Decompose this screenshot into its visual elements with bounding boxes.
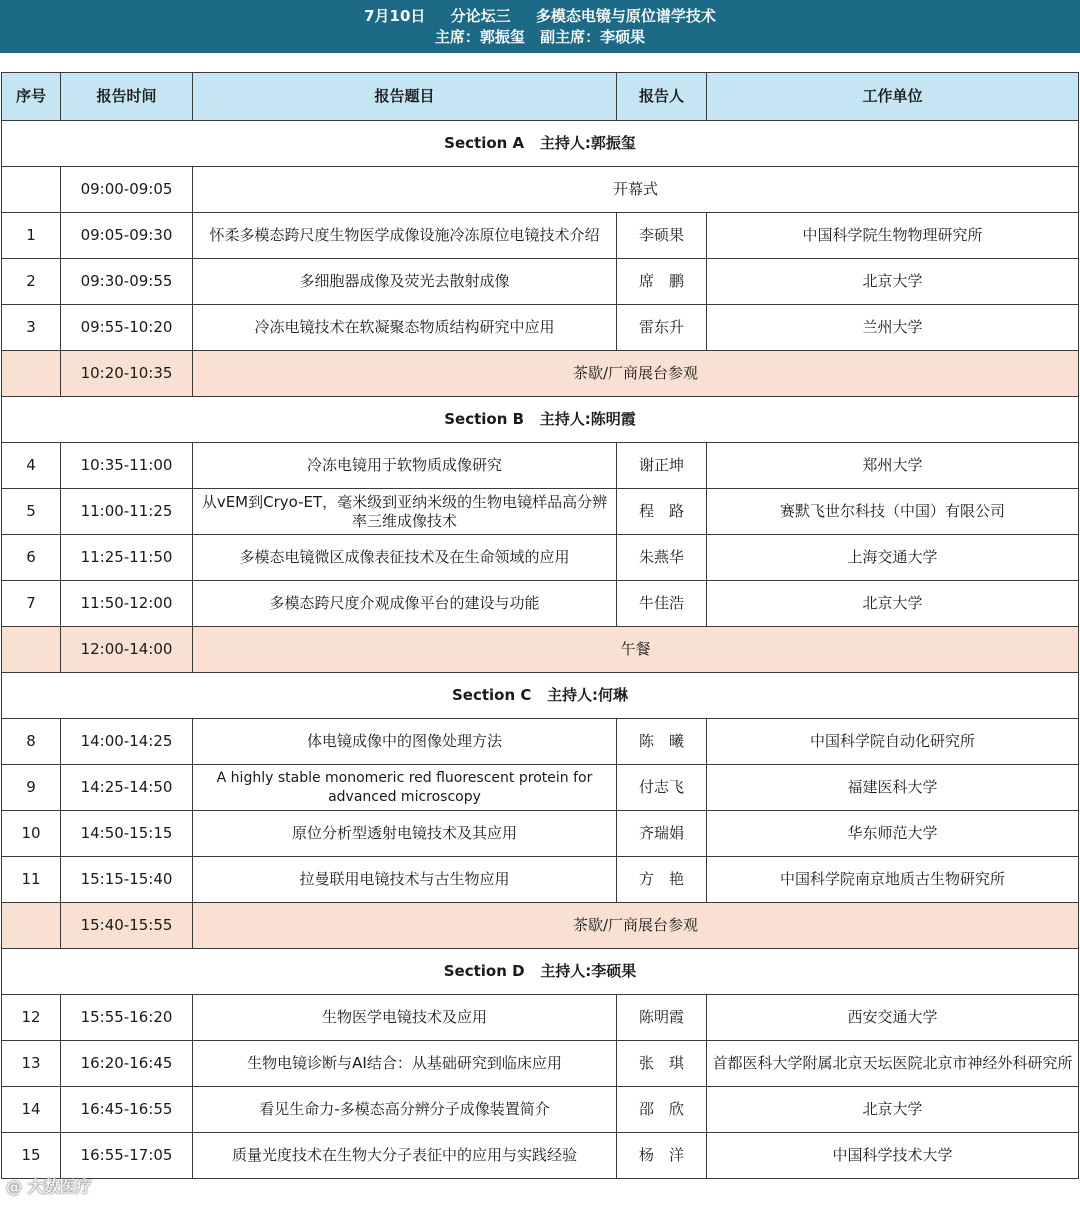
section-title: Section D 主持人:李硕果 xyxy=(2,949,1079,995)
cell-title: 冷冻电镜技术在软凝聚态物质结构研究中应用 xyxy=(193,305,617,351)
cell-number: 2 xyxy=(2,259,61,305)
cell-speaker: 李硕果 xyxy=(617,213,707,259)
table-row xyxy=(2,581,1079,627)
table-header-row xyxy=(2,73,1079,121)
table-row xyxy=(2,305,1079,351)
cell-organization: 中国科学院南京地质古生物研究所 xyxy=(707,857,1079,903)
cell-number: 11 xyxy=(2,857,61,903)
section-row xyxy=(2,949,1079,995)
cell-break-title: 茶歇/厂商展台参观 xyxy=(193,351,1079,397)
cell-speaker: 陈 曦 xyxy=(617,719,707,765)
cell-title: A highly stable monomeric red fluorescent protein for advanced microscopy xyxy=(193,765,617,811)
cell-organization: 首都医科大学附属北京天坛医院北京市神经外科研究所 xyxy=(707,1041,1079,1087)
column-header-number: 序号 xyxy=(2,73,61,121)
cell-speaker: 邵 欣 xyxy=(617,1087,707,1133)
cell-number: 15 xyxy=(2,1133,61,1179)
schedule-body xyxy=(2,121,1079,1179)
cell-title: 怀柔多模态跨尺度生物医学成像设施冷冻原位电镜技术介绍 xyxy=(193,213,617,259)
cell-speaker: 牛佳浩 xyxy=(617,581,707,627)
cell-opening-title: 开幕式 xyxy=(193,167,1079,213)
cell-number: 4 xyxy=(2,443,61,489)
cell-number xyxy=(2,903,61,949)
cell-time: 09:55-10:20 xyxy=(61,305,193,351)
cell-break-title: 午餐 xyxy=(193,627,1079,673)
cell-time: 14:50-15:15 xyxy=(61,811,193,857)
cell-time: 15:55-16:20 xyxy=(61,995,193,1041)
cell-speaker: 齐瑞娟 xyxy=(617,811,707,857)
cell-time: 11:50-12:00 xyxy=(61,581,193,627)
table-row xyxy=(2,213,1079,259)
cell-title: 生物医学电镜技术及应用 xyxy=(193,995,617,1041)
cell-number: 7 xyxy=(2,581,61,627)
cell-number: 1 xyxy=(2,213,61,259)
cell-time: 12:00-14:00 xyxy=(61,627,193,673)
table-row xyxy=(2,995,1079,1041)
break-row xyxy=(2,903,1079,949)
cell-speaker: 席 鹏 xyxy=(617,259,707,305)
cell-organization: 郑州大学 xyxy=(707,443,1079,489)
cell-organization: 福建医科大学 xyxy=(707,765,1079,811)
header-line-1 xyxy=(0,6,1080,27)
cell-speaker: 程 路 xyxy=(617,489,707,535)
cell-organization: 西安交通大学 xyxy=(707,995,1079,1041)
section-row xyxy=(2,121,1079,167)
cell-organization: 北京大学 xyxy=(707,581,1079,627)
cell-title: 体电镜成像中的图像处理方法 xyxy=(193,719,617,765)
column-header-speaker: 报告人 xyxy=(617,73,707,121)
cell-number: 12 xyxy=(2,995,61,1041)
break-row xyxy=(2,351,1079,397)
cell-number: 9 xyxy=(2,765,61,811)
section-title: Section B 主持人:陈明霞 xyxy=(2,397,1079,443)
cell-number: 3 xyxy=(2,305,61,351)
cell-number xyxy=(2,627,61,673)
cell-speaker: 雷东升 xyxy=(617,305,707,351)
forum-header xyxy=(0,0,1080,53)
cell-title: 冷冻电镜用于软物质成像研究 xyxy=(193,443,617,489)
header-chair: 主席：郭振玺 xyxy=(434,28,525,46)
cell-break-title: 茶歇/厂商展台参观 xyxy=(193,903,1079,949)
cell-speaker: 张 琪 xyxy=(617,1041,707,1087)
cell-number: 13 xyxy=(2,1041,61,1087)
cell-title: 多模态电镜微区成像表征技术及在生命领域的应用 xyxy=(193,535,617,581)
section-title: Section A 主持人:郭振玺 xyxy=(2,121,1079,167)
table-row xyxy=(2,1041,1079,1087)
cell-number: 10 xyxy=(2,811,61,857)
cell-time: 09:00-09:05 xyxy=(61,167,193,213)
table-row xyxy=(2,1087,1079,1133)
cell-number: 6 xyxy=(2,535,61,581)
cell-organization: 北京大学 xyxy=(707,259,1079,305)
cell-title: 看见生命力-多模态高分辨分子成像装置简介 xyxy=(193,1087,617,1133)
cell-title: 原位分析型透射电镜技术及其应用 xyxy=(193,811,617,857)
cell-speaker: 谢正坤 xyxy=(617,443,707,489)
cell-time: 14:00-14:25 xyxy=(61,719,193,765)
cell-time: 16:20-16:45 xyxy=(61,1041,193,1087)
cell-time: 16:45-16:55 xyxy=(61,1087,193,1133)
cell-time: 11:25-11:50 xyxy=(61,535,193,581)
cell-organization: 中国科学技术大学 xyxy=(707,1133,1079,1179)
table-row xyxy=(2,259,1079,305)
cell-organization: 北京大学 xyxy=(707,1087,1079,1133)
cell-organization: 兰州大学 xyxy=(707,305,1079,351)
cell-number: 8 xyxy=(2,719,61,765)
watermark: @ 大数医疗 xyxy=(6,1177,92,1196)
table-row xyxy=(2,719,1079,765)
cell-number xyxy=(2,167,61,213)
cell-time: 09:30-09:55 xyxy=(61,259,193,305)
table-row xyxy=(2,765,1079,811)
opening-row xyxy=(2,167,1079,213)
table-row xyxy=(2,489,1079,535)
table-row xyxy=(2,857,1079,903)
cell-time: 10:20-10:35 xyxy=(61,351,193,397)
cell-time: 11:00-11:25 xyxy=(61,489,193,535)
header-line-2 xyxy=(0,27,1080,48)
section-title: Section C 主持人:何琳 xyxy=(2,673,1079,719)
column-header-time: 报告时间 xyxy=(61,73,193,121)
cell-title: 生物电镜诊断与AI结合：从基础研究到临床应用 xyxy=(193,1041,617,1087)
cell-speaker: 付志飞 xyxy=(617,765,707,811)
header-forum: 分论坛三 xyxy=(450,7,511,25)
cell-title: 质量光度技术在生物大分子表征中的应用与实践经验 xyxy=(193,1133,617,1179)
cell-number: 5 xyxy=(2,489,61,535)
cell-organization: 中国科学院生物物理研究所 xyxy=(707,213,1079,259)
cell-time: 16:55-17:05 xyxy=(61,1133,193,1179)
section-row xyxy=(2,673,1079,719)
table-row xyxy=(2,811,1079,857)
cell-title: 多模态跨尺度介观成像平台的建设与功能 xyxy=(193,581,617,627)
cell-speaker: 杨 洋 xyxy=(617,1133,707,1179)
cell-number: 14 xyxy=(2,1087,61,1133)
break-row xyxy=(2,627,1079,673)
cell-title: 从vEM到Cryo-ET，毫米级到亚纳米级的生物电镜样品高分辨率三维成像技术 xyxy=(193,489,617,535)
cell-time: 10:35-11:00 xyxy=(61,443,193,489)
cell-time: 09:05-09:30 xyxy=(61,213,193,259)
cell-title: 多细胞器成像及荧光去散射成像 xyxy=(193,259,617,305)
table-row xyxy=(2,443,1079,489)
cell-number xyxy=(2,351,61,397)
header-topic: 多模态电镜与原位谱学技术 xyxy=(535,7,716,25)
column-header-organization: 工作单位 xyxy=(707,73,1079,121)
section-row xyxy=(2,397,1079,443)
cell-title: 拉曼联用电镜技术与古生物应用 xyxy=(193,857,617,903)
header-vice-chair: 副主席：李硕果 xyxy=(540,28,646,46)
cell-time: 15:40-15:55 xyxy=(61,903,193,949)
cell-time: 14:25-14:50 xyxy=(61,765,193,811)
cell-speaker: 方 艳 xyxy=(617,857,707,903)
cell-organization: 赛默飞世尔科技（中国）有限公司 xyxy=(707,489,1079,535)
schedule-table xyxy=(1,72,1079,1179)
column-header-title: 报告题目 xyxy=(193,73,617,121)
cell-speaker: 陈明霞 xyxy=(617,995,707,1041)
cell-organization: 中国科学院自动化研究所 xyxy=(707,719,1079,765)
cell-organization: 华东师范大学 xyxy=(707,811,1079,857)
cell-organization: 上海交通大学 xyxy=(707,535,1079,581)
table-row xyxy=(2,535,1079,581)
cell-time: 15:15-15:40 xyxy=(61,857,193,903)
cell-speaker: 朱燕华 xyxy=(617,535,707,581)
table-row xyxy=(2,1133,1079,1179)
header-date: 7月10日 xyxy=(364,7,426,25)
